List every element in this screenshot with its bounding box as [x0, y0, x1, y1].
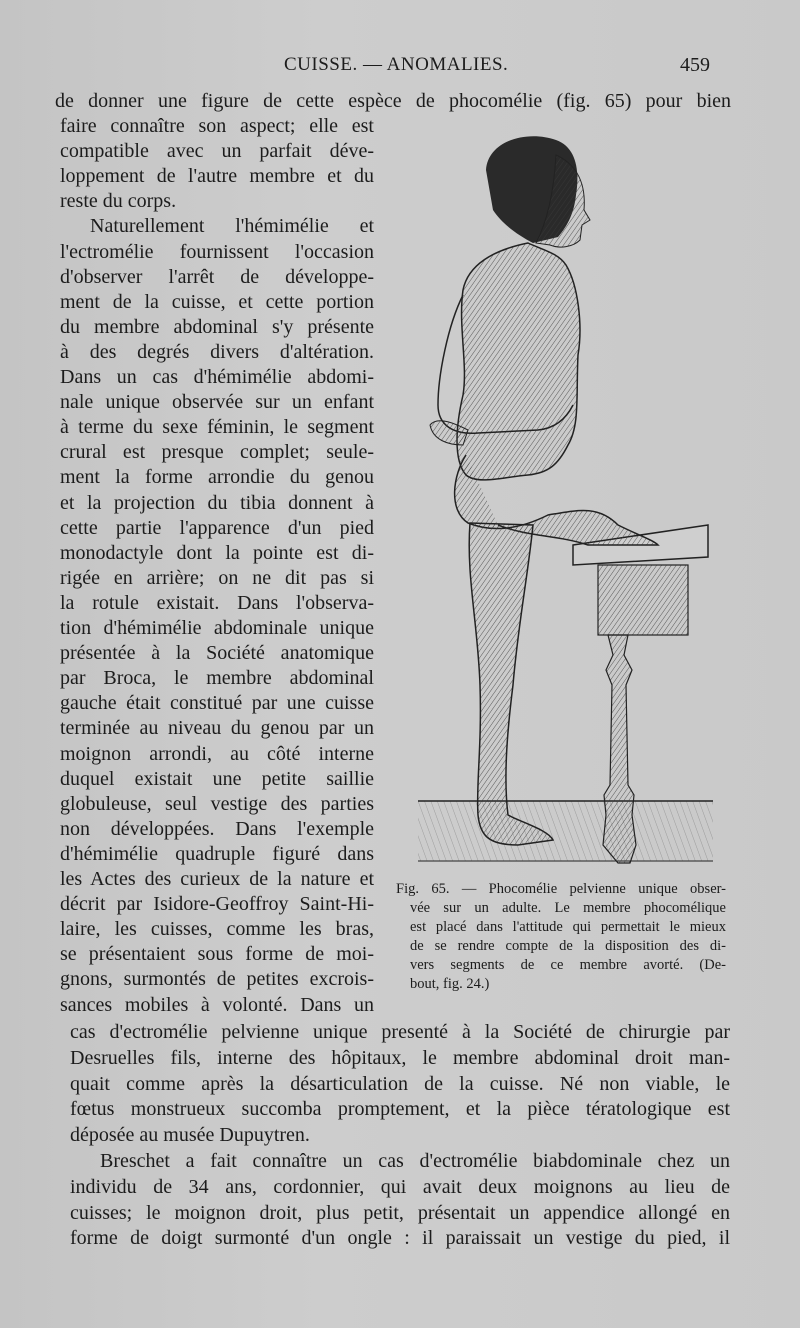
running-header — [0, 50, 800, 78]
caption-line: bout, fig. 24.) — [410, 976, 490, 992]
body-line: du membre abdominal s'y présente — [60, 315, 374, 338]
body-line: l'ectromélie fournissent l'occasion — [60, 240, 374, 263]
body-line: à des degrés divers d'altération. — [60, 340, 374, 363]
body-line: la rotule existait. Dans l'observa- — [60, 591, 374, 614]
caption-line: vée sur un adulte. Le membre phocomélique — [410, 900, 726, 916]
body-line: nale unique observée sur un enfant — [60, 391, 374, 414]
caption-line: de se rendre compte de la disposition des di- — [410, 938, 726, 954]
engraving-figure-icon — [408, 125, 718, 870]
body-line: duquel existait une petite saillie — [60, 767, 374, 790]
body-line: compatible avec un parfait déve- — [60, 140, 374, 163]
body-line: gnons, surmontés de petites excrois- — [60, 968, 374, 991]
body-line: décrit par Isidore-Geoffroy Saint-Hi- — [60, 893, 374, 916]
body-line: d'hémimélie quadruple figuré dans — [60, 842, 374, 865]
body-line: terminée au niveau du genou par un — [60, 717, 374, 740]
body-line: rigée en arrière; on ne dit pas si — [60, 566, 374, 589]
body-line: à terme du sexe féminin, le segment — [60, 416, 374, 439]
body-line: Dans un cas d'hémimélie abdomi- — [60, 366, 374, 388]
body-line: Desruelles fils, interne des hôpitaux, le membre abdominal droit man- — [70, 1046, 730, 1069]
body-line: ment de la cuisse, et cette portion — [60, 290, 374, 313]
body-line: par Broca, le membre abdominal — [60, 667, 374, 690]
body-line: quait comme après la désarticulation de la cuisse. Né non viable, le — [70, 1072, 730, 1095]
figure-65 — [408, 125, 718, 870]
running-title: CUISSE. — ANOMALIES. — [284, 54, 509, 75]
body-line: et la projection du tibia donnent à — [60, 491, 374, 514]
caption-line: vers segments de ce membre avorté. (De- — [410, 957, 726, 973]
body-line: reste du corps. — [60, 190, 177, 213]
body-line: ment la forme arrondie du genou — [60, 466, 374, 489]
body-line: crural est presque complet; seule- — [60, 441, 374, 464]
body-line: tion d'hémimélie abdominale unique — [60, 617, 374, 639]
body-line: faire connaître son aspect; elle est — [60, 115, 374, 137]
body-line: loppement de l'autre membre et du — [60, 165, 374, 188]
body-line: individu de 34 ans, cordonnier, qui avait deux moignons au lieu de — [70, 1175, 730, 1198]
body-line: moignon arrondi, au côté interne — [60, 742, 374, 765]
body-line: de donner une figure de cette espèce de phocomélie (fig. 65) pour bien — [55, 90, 731, 112]
body-line: présentée à la Société anatomique — [60, 642, 374, 665]
body-line: Naturellement l'hémimélie et — [90, 215, 374, 238]
body-line: se présentaient sous forme de moi- — [60, 943, 374, 966]
body-line: cette partie l'apparence d'un pied — [60, 516, 374, 539]
body-line: globuleuse, seul vestige des parties — [60, 792, 374, 815]
body-line: monodactyle dont la pointe est di- — [60, 541, 374, 564]
figure-caption — [396, 880, 726, 994]
body-line: déposée au musée Dupuytren. — [70, 1124, 310, 1147]
body-line: non développées. Dans l'exemple — [60, 817, 374, 840]
body-line: cas d'ectromélie pelvienne unique presenté à la Société de chirurgie par — [70, 1021, 730, 1043]
body-line: Breschet a fait connaître un cas d'ectromélie biabdominale chez un — [100, 1150, 730, 1172]
body-line: d'observer l'arrêt de développe- — [60, 265, 374, 288]
caption-line: Fig. 65. — Phocomélie pelvienne unique obser- — [396, 881, 726, 897]
page-number: 459 — [680, 54, 710, 76]
body-line: cuisses; le moignon droit, plus petit, présentait un appendice allongé en — [70, 1201, 730, 1224]
caption-line: est placé dans l'attitude qui permettait le mieux — [410, 919, 726, 935]
body-line: forme de doigt surmonté d'un ongle : il paraissait un vestige du pied, il — [70, 1227, 730, 1250]
floor — [418, 801, 713, 861]
body-line: gauche était constitué par une cuisse — [60, 692, 374, 715]
body-line: fœtus monstrueux succomba promptement, et la pièce tératologique est — [70, 1098, 730, 1121]
body-line: les Actes des curieux de la nature et — [60, 868, 374, 890]
body-line: laire, les cuisses, comme les bras, — [60, 918, 374, 941]
body-line: sances mobiles à volonté. Dans un — [60, 993, 374, 1016]
head — [486, 136, 590, 247]
